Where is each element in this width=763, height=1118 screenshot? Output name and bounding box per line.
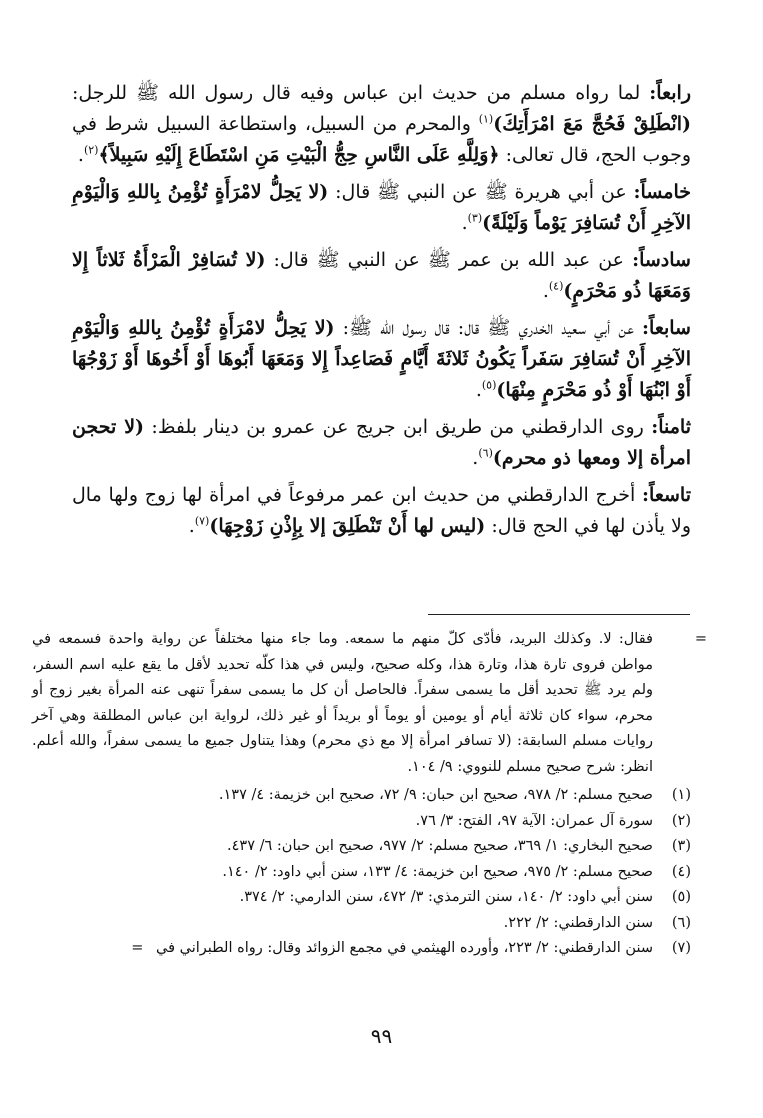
paragraph-heading: تاسعاً: — [642, 484, 691, 506]
footnote-text: صحيح مسلم: ٢/ ٩٧٥، صحيح ابن خزيمة: ٤/ ١٣٣، سنن أبي داود: ٢/ ١٤٠. — [222, 863, 653, 880]
footnote-ref[interactable]: (٦) — [478, 446, 493, 460]
footnote-text: سنن الدارقطني: ٢/ ٢٢٣، وأورده الهيثمي في مجمع الزوائد وقال: رواه الطبراني في — [156, 940, 653, 956]
footnote-number: (٥) — [671, 889, 691, 905]
footnote-text: صحيح البخاري: ١/ ٣٦٩، صحيح مسلم: ٢/ ٩٧٧، صحيح ابن حبان: ٦/ ٤٣٧. — [227, 838, 653, 854]
sentence-end: . — [475, 379, 482, 401]
footnote-ref[interactable]: (٥) — [481, 378, 497, 392]
sentence-end: . — [542, 280, 549, 302]
paragraph-4 — [72, 78, 691, 171]
footnote-number: (٤) — [671, 863, 691, 880]
paragraph-7 — [72, 313, 691, 406]
footnote-number: (٦) — [671, 914, 691, 931]
hadith-quote: (ليس لها أَنْ تَنْطَلِقَ إلا بِإِذْنِ زَوْجِهَا) — [209, 515, 486, 537]
continuation-mark: = — [131, 940, 144, 956]
sentence-end: . — [461, 212, 468, 234]
footnote-text: سنن الدارقطني: ٢/ ٢٢٢. — [503, 914, 653, 931]
footnote-ref[interactable]: (١) — [478, 112, 494, 126]
continuation-text: فقال: لا. وكذلك البريد، فأدّى كلّ منهم ما سمعه. وما جاء منها مختلفاً عن رواية واحدة فسمعه في مواطن فروى تارة هذا، وتارة هذا، وكله صحيح، وليس في هذا كلّه تحديد لأقل ما يقع عليه اسم السفر، ولم يرد ﷺ تحديد أقل ما يسمى سفراً. فالحاصل أن كل ما يسمى سفراً تنهى عنه المرأة بغير زوج أو محرم، سواء كان ثلاثة أيام أو يومين أو يوماً أو بريداً أو غير ذلك، لرواية ابن عباس المطلقة وهي آخر روايات مسلم السابقة: (لا تسافر امرأة إلا مع ذي محرم) وهذا يتناول جميع ما يسمى سفراً، والله أعلم. انظر: شرح صحيح مسلم للنووي: ٩/ ١٠٤. — [32, 631, 653, 775]
footnote-continuation — [32, 627, 707, 780]
footnote-ref[interactable]: (٧) — [194, 514, 210, 528]
paragraph-5 — [72, 177, 691, 239]
footnote-number: (٧) — [671, 940, 691, 956]
sentence-end: . — [77, 144, 84, 166]
continuation-mark: = — [694, 631, 707, 647]
paragraph-heading: ثامناً: — [651, 416, 691, 438]
footnote-divider — [428, 614, 690, 615]
hadith-quote: (لا تُسَافِرْ الْمَرْأَةُ ثَلاثاً إِلا وَمَعَهَا ذُو مَحْرَمٍ) — [72, 249, 691, 302]
footnote-text: صحيح مسلم: ٢/ ٩٧٨، صحيح ابن حبان: ٩/ ٧٢، صحيح ابن خزيمة: ٤/ ١٣٧. — [218, 787, 653, 803]
footnote-ref[interactable]: (٣) — [467, 211, 483, 225]
paragraph-text: والمحرم من السبيل، واستطاعة السبيل شرط في وجوب الحج، قال تعالى: — [72, 113, 691, 166]
footnote-item — [32, 885, 691, 911]
paragraph-text: روى الدارقطني من طريق ابن جريج عن عمرو بن دينار بلفظ: — [151, 416, 644, 438]
quran-verse: ﴿وَلِلَّهِ عَلَى النَّاسِ حِجُّ الْبَيْتِ مَنِ اسْتَطَاعَ إِلَيْهِ سَبِيلاً﴾ — [98, 144, 500, 166]
footnote-item — [32, 809, 691, 835]
paragraph-heading: سابعاً: — [642, 317, 691, 339]
footnote-text: سنن أبي داود: ٢/ ١٤٠، سنن الترمذي: ٣/ ٤٧٢، سنن الدارمي: ٢/ ٣٧٤. — [239, 889, 653, 905]
footnote-item — [32, 911, 691, 937]
footnote-item — [32, 834, 691, 860]
footnote-item — [32, 936, 691, 962]
footnote-item — [32, 860, 691, 886]
footnote-ref[interactable]: (٤) — [548, 279, 564, 293]
page-number: ٩٩ — [370, 1024, 393, 1048]
sentence-end: . — [472, 447, 479, 469]
paragraph-text: عن أبي سعيد الخدري ﷺ قال: قال رسول الله ﷺ: — [342, 317, 634, 339]
paragraph-9 — [72, 480, 691, 542]
paragraph-heading: خامساً: — [633, 181, 691, 203]
hadith-quote: (لا يَحِلُّ لامْرَأَةٍ تُؤْمِنُ بِاللهِ وَالْيَوْمِ الآخِرِ أَنْ تُسَافِرَ يَوْماً وَلَيْلَةً) — [72, 181, 691, 234]
paragraph-heading: رابعاً: — [649, 82, 691, 104]
paragraph-6 — [72, 245, 691, 307]
paragraph-text: لما رواه مسلم من حديث ابن عباس وفيه قال رسول الله ﷺ للرجل: — [72, 82, 641, 104]
footnote-number: (٢) — [671, 812, 691, 829]
sentence-end: . — [188, 515, 195, 537]
footnote-number: (١) — [671, 787, 691, 803]
main-text — [72, 78, 691, 548]
footnotes — [32, 627, 707, 962]
paragraph-heading: سادساً: — [632, 249, 691, 271]
footnote-text: سورة آل عمران: الآية ٩٧، الفتح: ٣/ ٧٦. — [415, 812, 653, 829]
paragraph-text: أخرج الدارقطني من حديث ابن عمر مرفوعاً في امرأة لها زوج ولها مال ولا يأذن لها في الحج قال: — [72, 484, 691, 537]
hadith-quote: (لا تحجن امرأة إلا ومعها ذو محرم) — [72, 416, 691, 469]
hadith-quote: (انْطَلِقْ فَحُجَّ مَعَ امْرَأَتِكَ) — [493, 113, 691, 135]
footnote-ref[interactable]: (٢) — [83, 143, 99, 157]
paragraph-text: عن عبد الله بن عمر ﷺ عن النبي ﷺ قال: — [273, 249, 625, 271]
paragraph-8 — [72, 412, 691, 474]
paragraph-text: عن أبي هريرة ﷺ عن النبي ﷺ قال: — [335, 181, 627, 203]
footnote-number: (٣) — [671, 838, 691, 854]
hadith-quote: (لا يَحِلُّ لامْرَأَةٍ تُؤْمِنُ بِاللهِ وَالْيَوْمِ الآخِرِ أَنْ تُسَافِرَ سَفَراً يَكُونُ ثَلاثَةَ أَيَّامٍ فَصَاعِداً إِلا وَمَعَهَا أَبُوهَا أَوْ أَخُوهَا أَوْ زَوْجُهَا أَوْ ابْنُهَا أَوْ ذُو مَحْرَمٍ مِنْهَا) — [72, 317, 691, 401]
footnote-item — [32, 783, 691, 809]
